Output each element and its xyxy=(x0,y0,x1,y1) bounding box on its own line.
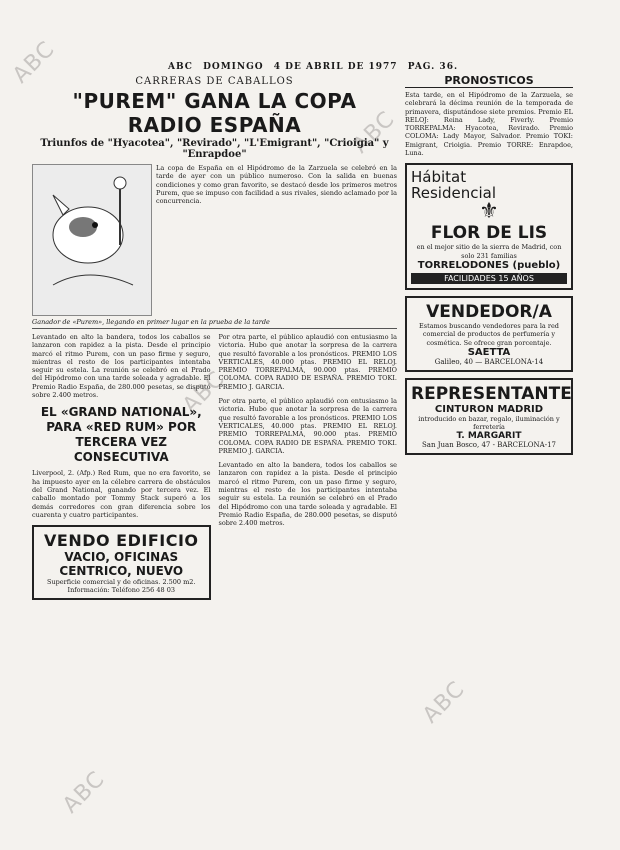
vendedor-ad xyxy=(405,296,573,372)
vendo-edificio-ad xyxy=(32,525,211,600)
body-left: Levantado en alto la bandera, todos los caballos se lanzaron con rapidez a la pista. Desde el principio marcó el ritmo Purem, con un paso firme y seguro, mientras el resto de los participantes intentaba seguir su estela. La reunión se celebró en el Prado del Hipódromo con una tarde soleada y agradable. El Premio Radio España, de 280.000 pesetas, se disputó sobre 2.400 metros. xyxy=(32,333,211,400)
lead-block xyxy=(32,164,397,316)
ad-line: VACIO, OFICINAS xyxy=(64,550,179,565)
pronosticos-title: PRONOSTICOS xyxy=(405,74,573,88)
ad-title: FLOR DE LIS xyxy=(430,223,548,244)
watermark: ABC xyxy=(418,676,470,729)
page-header xyxy=(168,62,464,72)
ad-title: REPRESENTANTE xyxy=(411,383,572,404)
ad-brand: SAETTA xyxy=(467,346,511,358)
ad-place: TORRELODONES (pueblo) xyxy=(417,259,561,271)
ad-text: introducido en bazar, regalo, iluminación y ferretería xyxy=(418,414,560,432)
body-right-cont: Por otra parte, el público aplaudió con entusiasmo la victoria. Hubo que anotar la sorpresa de la carrera que resultó favorable a los pronósticos. PREMIO LOS VERTICALES, 40.000 ptas. PREMIO EL RELOJ. PREMIO TORREPALMA, 90.000 ptas. PREMIO COLOMA. COPA RADIO DE ESPAÑA. PREMIO TOKI. PREMIO J. GARCIA. xyxy=(218,397,397,455)
divider xyxy=(32,328,397,329)
header-page: PAG. 36. xyxy=(407,62,459,72)
ad-address: San Juan Bosco, 47 - BARCELONA-17 xyxy=(422,441,556,450)
ad-title: VENDO EDIFICIO xyxy=(44,531,199,551)
header-date: 4 DE ABRIL DE 1977 xyxy=(273,62,398,72)
headline: "PUREM" GANA LA COPA RADIO ESPAÑA xyxy=(72,89,357,137)
header-day: DOMINGO xyxy=(203,62,264,72)
ad-text: en el mejor sitio de la sierra de Madrid, con solo 231 familias xyxy=(416,243,562,260)
habitat-ad xyxy=(405,163,573,290)
representante-ad xyxy=(405,378,573,456)
image-caption: Ganador de «Purem», llegando en primer lugar en la prueba de la tarde xyxy=(32,318,270,326)
watermark: ABC xyxy=(178,366,230,419)
subhead: Triunfos de "Hyacotea", "Revirado", "L'Emigrant", "Crioigia" y "Enrapdoe" xyxy=(40,138,389,160)
watermark: ABC xyxy=(58,766,110,819)
horse-cartoon-image xyxy=(32,164,152,316)
right-column xyxy=(405,74,573,455)
grand-national-text: Liverpool, 2. (Afp.) Red Rum, que no era favorito, se ha impuesto ayer en la célebre carrera de obstáculos del Grand National, ganando por tercera vez. El caballo montado por Tommy Stack superó a los demás corredores con gran diferencia sobre los cuarenta y cuatro participantes. xyxy=(32,469,211,519)
ad-line: Residencial xyxy=(411,184,496,203)
watermark: ABC xyxy=(8,36,60,89)
intro-text: La copa de España en el Hipódromo de la Zarzuela se celebró en la tarde de ayer con un público numeroso. Con la salida en buenas condiciones y como gran favorito, se destacó desde los primeros metros Purem, que se impuso con facilidad a sus rivales, siendo aclamado por la concurrencia. xyxy=(156,164,397,206)
ad-text: Estamos buscando vendedores para la red comercial de productos de perfumería y cosmética. Se ofrece gran porcentaje. xyxy=(419,321,559,347)
pronosticos-text: Esta tarde, en el Hipódromo de la Zarzuela, se celebrará la décima reunión de la temporada de primavera, disputándose siete premios. Premio EL RELOJ: Reina Lady, Fiverly. Premio TORREPALMA: Hyacotea, Revirado. Premio COLOMA: Lady Mayor, Salvador. Premio TOKI: Emigrant, Crioigia. Premio TORRE: Enrapdoe, Luna. xyxy=(405,91,573,158)
header-paper: ABC xyxy=(168,62,193,72)
ad-line: Hábitat xyxy=(411,168,467,187)
grand-national-headline: EL «GRAND NATIONAL», PARA «RED RUM» POR TERCERA VEZ CONSECUTIVA xyxy=(40,405,202,465)
ad-footer: FACILIDADES 15 AÑOS xyxy=(411,273,567,284)
left-column xyxy=(32,74,397,600)
ad-title: VENDEDOR/A xyxy=(426,301,552,322)
ad-line: CENTRICO, NUEVO xyxy=(59,564,184,579)
body-columns xyxy=(32,333,397,600)
ad-name: T. MARGARIT xyxy=(456,431,522,442)
fleur-de-lis-icon: ⚜ xyxy=(479,199,499,225)
ad-small-text: Superficie comercial y de oficinas. 2.500 m2. Información: Teléfono 256 48 03 xyxy=(47,578,196,595)
body-right: Por otra parte, el público aplaudió con entusiasmo la victoria. Hubo que anotar la sorpresa de la carrera que resultó favorable a los pronósticos. PREMIO LOS VERTICALES, 40.000 ptas. PREMIO EL RELOJ. PREMIO TORREPALMA, 90.000 ptas. PREMIO COLOMA. COPA RADIO DE ESPAÑA. PREMIO TOKI. PREMIO J. GARCIA. xyxy=(218,333,397,391)
body-right-cont2: Levantado en alto la bandera, todos los caballos se lanzaron con rapidez a la pista. Desde el principio marcó el ritmo Purem, con un paso firme y seguro, mientras el resto de los participantes intentaba seguir su estela. La reunión se celebró en el Prado del Hipódromo con una tarde soleada y agradable. El Premio Radio España, de 280.000 pesetas, se disputó sobre 2.400 metros. xyxy=(218,461,397,528)
kicker: CARRERAS DE CABALLOS xyxy=(135,76,294,87)
ad-address: Galileo, 40 — BARCELONA-14 xyxy=(434,357,544,366)
watermark: ABC xyxy=(348,106,400,159)
ad-subtitle: CINTURON MADRID xyxy=(434,403,544,415)
